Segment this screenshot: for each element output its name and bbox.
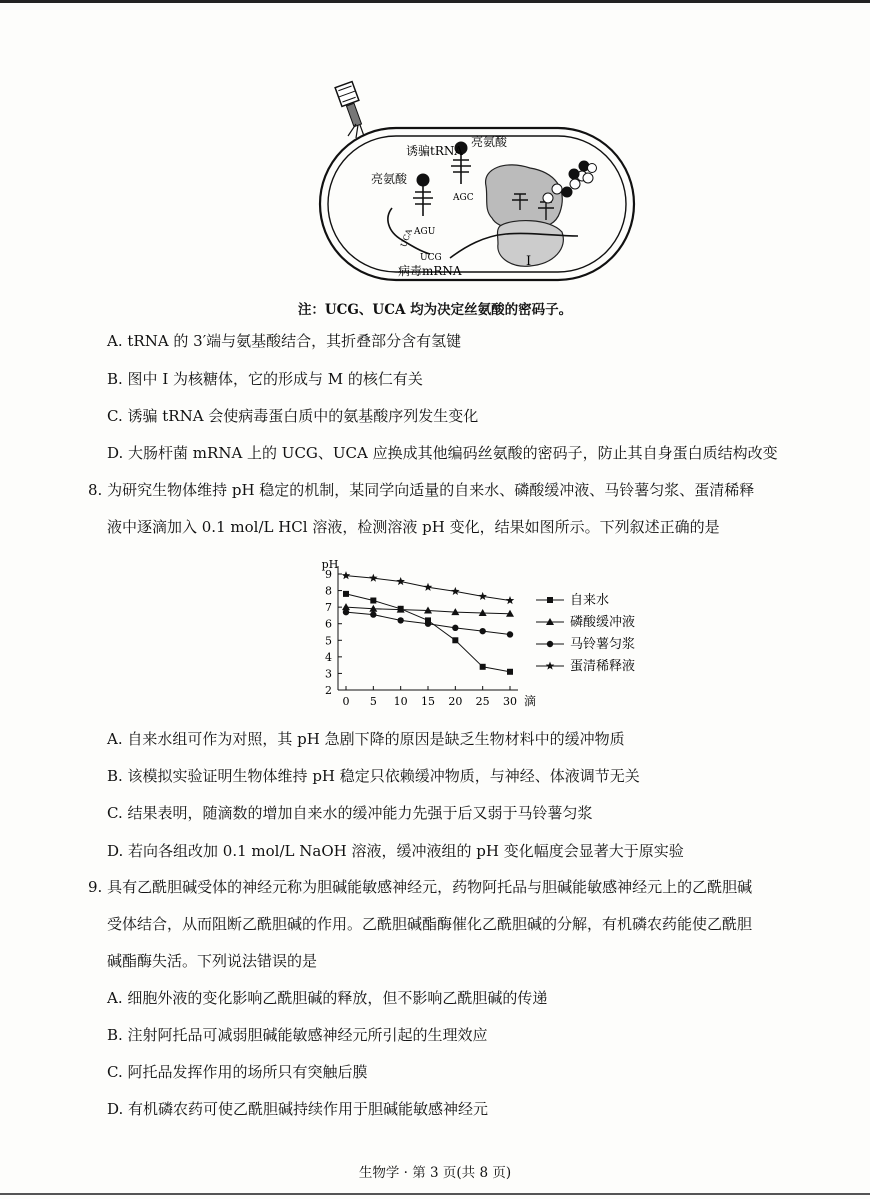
legend-label: 蛋清稀释液 xyxy=(570,659,636,674)
decoy-trna-label: 诱骗tRNA xyxy=(406,144,464,158)
top-rule xyxy=(0,0,870,3)
x-tick-label: 30 xyxy=(503,695,517,708)
y-tick-label: 3 xyxy=(325,667,332,681)
data-point xyxy=(479,628,485,634)
x-tick-label: 25 xyxy=(475,695,490,708)
q9-stem-line2: 受体结合，从而阻断乙酰胆碱的作用。乙酰胆碱酯酶催化乙酰胆碱的分解，有机磷农药能使乙酰胆 xyxy=(107,915,753,933)
data-point xyxy=(480,664,486,670)
x-tick-label: 20 xyxy=(448,695,463,708)
q7-option-c: C. 诱骗 tRNA 会使病毒蛋白质中的氨基酸序列发生变化 xyxy=(107,407,479,425)
figure-note: 注：UCG、UCA 均为决定丝氨酸的密码子。 xyxy=(297,302,573,318)
agc-anticodon: AGC xyxy=(453,193,474,203)
q7-option-a: A. tRNA 的 3′端与氨基酸结合，其折叠部分含有氢键 xyxy=(107,332,462,350)
q9-option-c: C. 阿托品发挥作用的场所只有突触后膜 xyxy=(107,1063,368,1081)
bottom-rule xyxy=(0,1193,870,1195)
data-point xyxy=(478,592,487,600)
data-point xyxy=(451,587,460,595)
legend-marker xyxy=(547,597,553,603)
q7-option-d: D. 大肠杆菌 mRNA 上的 UCG、UCA 应换成其他编码丝氨酸的密码子，防止其自身蛋白质结构改变 xyxy=(107,444,778,462)
x-axis-label: 滴 xyxy=(523,694,537,708)
y-tick-label: 8 xyxy=(325,584,332,598)
cell-wall-inner xyxy=(328,136,626,272)
viral-mrna-label: 病毒mRNA xyxy=(398,264,462,278)
x-tick-label: 15 xyxy=(421,695,435,708)
q9-stem-line1: 9. 具有乙酰胆碱受体的神经元称为胆碱能敏感神经元，药物阿托品与胆碱能敏感神经元上的乙酰胆碱 xyxy=(88,878,753,896)
data-point xyxy=(370,598,376,604)
leucine-label-2: 亮氨酸 xyxy=(371,172,408,186)
q8-option-a: A. 自来水组可作为对照，其 pH 急剧下降的原因是缺乏生物材料中的缓冲物质 xyxy=(107,730,625,748)
phage-icon xyxy=(335,82,364,138)
uca-codon: UCA xyxy=(399,227,414,249)
bacterium-diagram xyxy=(316,76,638,288)
data-point xyxy=(343,609,349,615)
data-point xyxy=(342,571,351,579)
q8-stem-line2: 液中逐滴加入 0.1 mol/L HCl 溶液，检测溶液 pH 变化，结果如图所示。下列叙述正确的是 xyxy=(107,518,720,536)
data-point xyxy=(424,583,433,591)
q9-option-d: D. 有机磷农药可使乙酰胆碱持续作用于胆碱能敏感神经元 xyxy=(107,1100,489,1118)
ph-line-chart xyxy=(300,556,660,714)
cell-wall-outer xyxy=(320,128,634,280)
y-tick-label: 7 xyxy=(325,601,332,615)
data-point xyxy=(507,631,513,637)
legend-label: 磷酸缓冲液 xyxy=(570,615,636,630)
q8-option-d: D. 若向各组改加 0.1 mol/L NaOH 溶液，缓冲液组的 pH 变化幅度会显著大于原实验 xyxy=(107,842,684,860)
y-axis-label: pH xyxy=(321,558,339,571)
leucine-label-1: 亮氨酸 xyxy=(471,135,508,149)
page-footer: 生物学 · 第 3 页(共 8 页) xyxy=(358,1165,512,1181)
x-tick-label: 0 xyxy=(342,695,350,708)
legend-label: 自来水 xyxy=(570,593,610,608)
q7-option-b: B. 图中 I 为核糖体，它的形成与 M 的核仁有关 xyxy=(107,370,423,388)
legend-marker xyxy=(547,641,553,647)
data-point xyxy=(370,611,376,617)
data-point xyxy=(369,574,378,582)
data-point xyxy=(425,621,431,627)
q9-stem-line3: 碱酯酶失活。下列说法错误的是 xyxy=(107,952,318,970)
legend-marker xyxy=(546,662,555,670)
y-tick-label: 4 xyxy=(325,650,332,664)
data-point xyxy=(343,591,349,597)
y-tick-label: 2 xyxy=(325,684,332,697)
data-point xyxy=(506,596,515,604)
x-tick-label: 10 xyxy=(393,695,408,708)
data-point xyxy=(452,637,458,643)
y-tick-label: 6 xyxy=(325,617,332,631)
y-tick-label: 9 xyxy=(325,568,332,581)
data-point xyxy=(507,669,513,675)
ucg-codon: UCG xyxy=(420,253,442,263)
legend-label: 马铃薯匀浆 xyxy=(570,637,636,652)
q8-option-b: B. 该模拟实验证明生物体维持 pH 稳定只依赖缓冲物质，与神经、体液调节无关 xyxy=(107,767,640,785)
leucine-trna-icon xyxy=(413,174,433,217)
data-point xyxy=(397,617,403,623)
q9-option-a: A. 细胞外液的变化影响乙酰胆碱的释放，但不影响乙酰胆碱的传递 xyxy=(107,989,548,1007)
q8-option-c: C. 结果表明，随滴数的增加自来水的缓冲能力先强于后又弱于马铃薯匀浆 xyxy=(107,804,593,822)
agu-anticodon: AGU xyxy=(414,227,436,237)
data-point xyxy=(452,625,458,631)
ribosome-label: I xyxy=(526,254,532,269)
q9-option-b: B. 注射阿托品可减弱胆碱能敏感神经元所引起的生理效应 xyxy=(107,1026,488,1044)
y-tick-label: 5 xyxy=(325,634,332,648)
x-tick-label: 5 xyxy=(369,695,377,708)
q8-stem-line1: 8. 为研究生物体维持 pH 稳定的机制，某同学向适量的自来水、磷酸缓冲液、马铃薯匀浆、蛋清稀释 xyxy=(88,481,755,499)
data-point xyxy=(396,577,405,585)
